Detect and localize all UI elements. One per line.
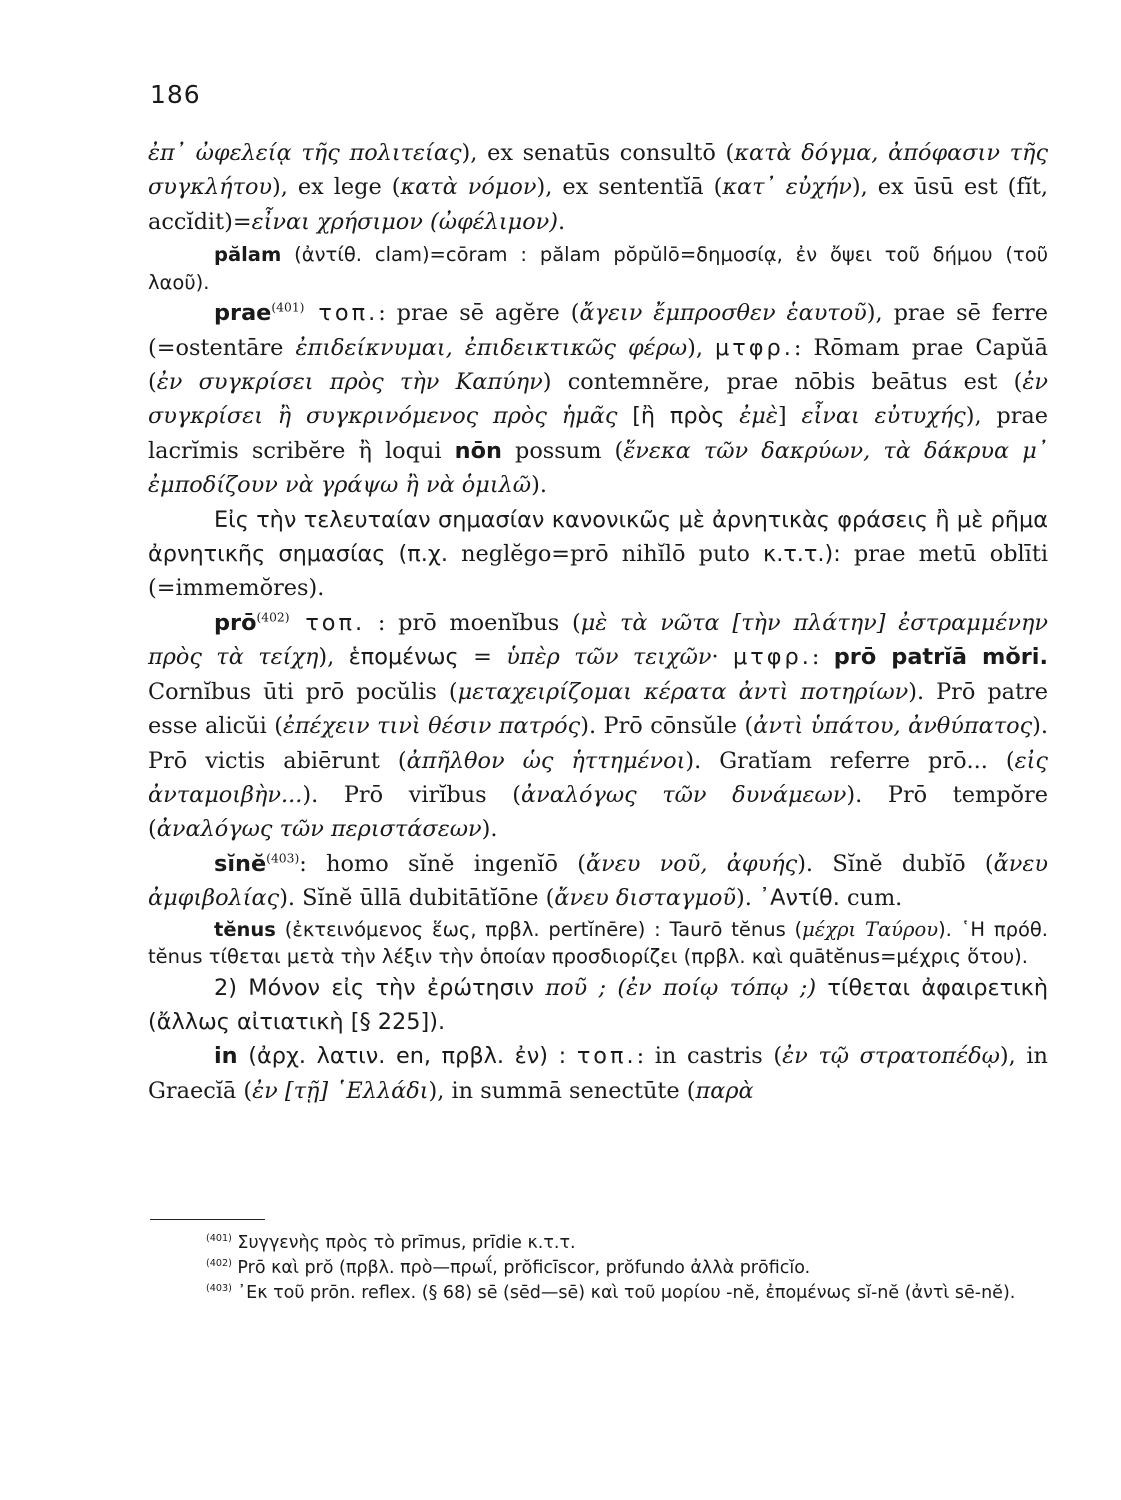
paragraph-continuation	[148, 136, 1048, 239]
paragraph-section-2	[148, 971, 1048, 1040]
entry-prae	[148, 296, 1048, 502]
greek-gloss: ἐν [τῇ] ῾Ελλάδι	[252, 1077, 429, 1104]
greek-text: [ἢ πρὸς	[617, 403, 740, 430]
greek-gloss: ποῦ ; (ἐν ποίῳ τόπῳ ;)	[545, 974, 817, 1001]
latin-text: ). Sĭnĕ ūllā dubitātĭōne (	[279, 885, 555, 912]
footnotes	[148, 1232, 1048, 1307]
greek-gloss: ἕνεκα τῶν δακρύων, τὰ δάκρυα μ᾽ ἐμποδίζουν νὰ γράψω ἢ νὰ ὁμιλῶ	[148, 437, 1048, 499]
greek-gloss: κατὰ δόγμα, ἀπόφασιν τῆς συγκλήτου	[148, 140, 1048, 201]
greek-gloss: κατ᾽ εὐχήν	[722, 174, 852, 201]
latin-text: ). Prō cōnsŭle (	[580, 713, 754, 740]
abbreviation: μτφρ.	[732, 644, 812, 671]
latin-text: ), in summā senectūte (	[428, 1077, 696, 1104]
entry-text: (ἀντίθ. clam)=cōram : pălam pŏpŭlō=δημοσίᾳ, ἐν ὄψει τοῦ δήμου (τοῦ λαοῦ).	[148, 243, 1048, 294]
latin-text: ]	[777, 403, 802, 430]
entry-text: (ἐκτεινόμενος ἕως, πρβλ. pertĭnēre) : Taurō tĕnus (	[275, 917, 803, 941]
greek-gloss: ἐπ᾽ ὠφελείᾳ τῆς πολιτείας	[148, 140, 462, 166]
main-text	[148, 136, 1048, 1108]
greek-gloss: ἐν συγκρίσει πρὸς τὴν Καπύην	[156, 369, 543, 396]
entry-in	[148, 1039, 1048, 1108]
greek-gloss: εἶναι χρήσιμον (ὠφέλιμον)	[251, 208, 559, 235]
greek-text: 2) Μόνον εἰς τὴν ἐρώτησιν	[214, 974, 546, 1001]
latin-text: ), in Graecĭā (	[148, 1043, 1048, 1104]
latin-text: : prae sē agĕre (	[378, 300, 580, 327]
footnote-text: Prō καὶ prŏ (πρβλ. πρὸ—πρωΐ, prŏficīscor, prŏfundo ἀλλὰ prōficĭo.	[231, 1258, 811, 1278]
latin-text: ). Prō victis abiērunt (	[148, 713, 1048, 774]
latin-text: ). Gratĭam referre prō... (	[685, 747, 1015, 774]
entry-headword: in	[214, 1043, 238, 1070]
footnote-403	[148, 1282, 1048, 1304]
greek-gloss: ἀπῆλθον ὡς ἡττημένοι	[406, 747, 686, 774]
entry-headword: prae	[214, 300, 272, 327]
bold-example: prō patrĭā mŏri.	[833, 644, 1048, 671]
footnote-402	[148, 1257, 1048, 1279]
greek-gloss: ἐπέχειν τινὶ θέσιν πατρός	[282, 713, 581, 740]
latin-text: :	[811, 644, 834, 671]
greek-gloss: ἄνευ ἀμφιβολίας	[148, 850, 1049, 912]
latin-text: ·	[711, 644, 733, 671]
greek-gloss: ἄγειν ἔμπροσθεν ἑαυτοῦ	[579, 300, 867, 327]
latin-text: Cornĭbus ūti prō pocŭlis (	[148, 678, 458, 705]
footnote-ref: (401)	[271, 300, 305, 315]
latin-text: ), ex lege (	[272, 174, 401, 201]
latin-text: ).	[735, 885, 759, 912]
entry-headword: tĕnus	[214, 917, 276, 941]
greek-gloss: ὑπὲρ τῶν τειχῶν	[506, 644, 712, 671]
footnote-divider	[150, 1219, 265, 1220]
latin-text: ). Prō virĭbus (	[302, 781, 521, 808]
abbreviation: τοπ.	[576, 1043, 637, 1070]
footnote-number: (402)	[206, 1258, 232, 1270]
greek-text: ἑπομένως	[348, 644, 459, 671]
greek-gloss: παρὰ	[695, 1077, 754, 1104]
entry-tenus	[148, 916, 1048, 971]
entry-palam	[148, 241, 1048, 296]
latin-text: ).	[481, 816, 498, 843]
greek-gloss: ἐν τῷ στρατοπέδῳ	[782, 1043, 1000, 1070]
latin-text: ). Prō tempŏre (	[148, 781, 1048, 843]
latin-text: ), ex senatūs consultō (	[461, 140, 735, 166]
footnote-401	[148, 1232, 1048, 1254]
greek-gloss: μεταχειρίζομαι κέρατα ἀντὶ ποτηρίων	[457, 678, 909, 705]
greek-gloss: μέχρι Ταύρου	[802, 917, 939, 941]
greek-gloss: ἀντὶ ὑπάτου, ἀνθύπατος	[753, 713, 1033, 740]
latin-text: ) contemnĕre, prae nōbis beātus est (	[542, 369, 1023, 396]
latin-text: ). Prō patre esse alicŭi (	[148, 678, 1048, 740]
latin-text: ), prae lacrĭmis scribĕre ἢ loqui	[148, 403, 1049, 464]
greek-gloss: ἄνευ νοῦ, ἀφυής	[585, 850, 798, 877]
latin-text: ), prae sē ferre (=ostentāre	[148, 300, 1048, 361]
greek-gloss: ἄνευ δισταγμοῦ	[554, 885, 736, 912]
footnote-number: (403)	[206, 1283, 232, 1295]
entry-headword: pălam	[214, 243, 282, 267]
footnote-text: Συγγενὴς πρὸς τὸ prīmus, prīdie κ.τ.τ.	[231, 1233, 576, 1253]
greek-gloss: κατὰ νόμον	[400, 174, 537, 201]
greek-text: κ.τ.τ.):	[749, 541, 854, 568]
latin-text: ), ex sententĭā (	[536, 174, 723, 201]
footnote-text: ᾽Εκ τοῦ prōn. reflex. (§ 68) sē (sēd—sē) καὶ τοῦ μορίου -nĕ, ἐπομένως sĭ-nĕ (ἀντὶ sē-nĕ).	[231, 1283, 1016, 1303]
latin-text: : Rōmam prae Capŭā (	[148, 334, 1048, 396]
latin-text: ).	[531, 472, 547, 499]
latin-text: neglĕgo=prō nihĭlō puto	[461, 541, 750, 568]
greek-gloss: εἶναι εὐτυχής	[801, 403, 966, 430]
latin-text: ), ex ūsū est (fĭt, accĭdit)=	[148, 174, 1048, 235]
latin-text: : prō moenĭbus (	[365, 609, 581, 636]
greek-gloss: ἀναλόγως τῶν περιστάσεων	[156, 816, 482, 843]
entry-pro	[148, 606, 1048, 847]
page-number: 186	[150, 80, 201, 109]
abbreviation: μτφρ.	[715, 334, 794, 361]
latin-text: =	[458, 644, 507, 671]
latin-text: : homo sĭnĕ ingenĭō (	[299, 850, 586, 877]
entry-headword: sĭnĕ	[214, 850, 267, 877]
latin-text: : in castris (	[636, 1043, 783, 1070]
greek-text: ᾽Αντίθ.	[758, 885, 840, 912]
paragraph-negative	[148, 503, 1048, 606]
greek-gloss: εἰς ἀνταμοιβὴν...	[148, 747, 1048, 808]
greek-gloss: ἐπιδείκνυμαι, ἐπιδεικτικῶς φέρω	[295, 334, 688, 361]
greek-gloss: ἐν συγκρίσει ἢ συγκρινόμενος πρὸς ἡμᾶς	[148, 369, 1049, 430]
latin-text: possum (	[501, 437, 624, 464]
latin-text: prae metū oblīti (=immemŏres).	[148, 541, 1049, 602]
latin-text: ). Sĭnĕ dubĭō (	[797, 850, 994, 877]
greek-gloss: μὲ τὰ νῶτα [τὴν πλάτην] ἐστραμμένην πρὸς τὰ τείχη	[148, 609, 1048, 671]
greek-text: τίθεται ἀφαιρετικὴ (ἄλλως αἰτιατικὴ [§ 225]).	[148, 974, 1049, 1035]
latin-text: ),	[318, 644, 349, 671]
abbreviation: τοπ.	[304, 300, 379, 327]
latin-text: cum.	[839, 885, 903, 912]
latin-text: ),	[687, 334, 716, 361]
footnote-ref: (403)	[266, 851, 300, 866]
emphasis-word: nōn	[454, 437, 502, 464]
abbreviation: τοπ.	[289, 609, 366, 636]
footnote-number: (401)	[206, 1233, 232, 1245]
greek-gloss: ἀναλόγως τῶν δυνάμεων	[520, 781, 847, 808]
entry-text: ). ῾Η πρόθ. tĕnus τίθεται μετὰ τὴν λέξιν τὴν ὁποίαν προσδιορίζει (πρβλ. καὶ quātĕnus=μέχρις ὅτου).	[148, 917, 1049, 969]
footnote-ref: (402)	[256, 610, 290, 625]
entry-headword: prō	[214, 609, 257, 636]
latin-text: .	[558, 208, 566, 235]
greek-text: (ἀρχ. λατιν. en, πρβλ. ἐν) :	[237, 1043, 577, 1070]
entry-sine	[148, 847, 1048, 916]
greek-gloss: ἐμὲ	[739, 403, 778, 430]
greek-text: Εἰς τὴν τελευταίαν σημασίαν κανονικῶς μὲ ἀρνητικὰς φράσεις ἢ μὲ ρῆμα ἀρνητικῆς σημασίας (π.χ.	[148, 506, 1048, 568]
